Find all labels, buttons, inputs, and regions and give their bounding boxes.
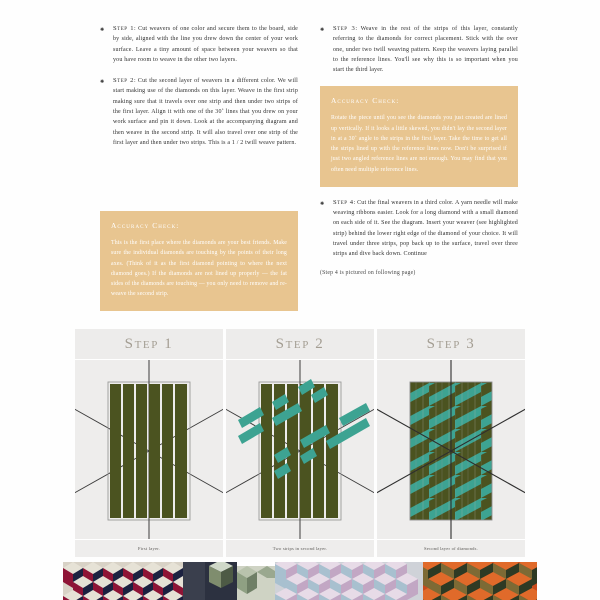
bottom-photo-strip (63, 562, 537, 600)
left-column (100, 24, 298, 322)
photo-1-svg (63, 562, 237, 600)
panel-heading-text: Step 1 (124, 335, 174, 352)
diagram-panel-step-2 (226, 329, 374, 557)
panel-caption-step-2: Two strips in second layer. (226, 539, 374, 557)
photo-3-svg (275, 562, 423, 600)
step-2-label: Step 2 (113, 77, 134, 85)
step-4-label: Step 4 (333, 198, 354, 206)
photo-divider-dark (237, 562, 275, 600)
diagram-panel-step-1 (75, 329, 223, 557)
panel-caption-step-3: Second layer of diamonds. (377, 539, 525, 557)
step-2-text: : Cut the second layer of weavers in a different color. We will start making use of the diamonds on this layer. Weave in the first strip making sure that it travels over one strip and then under two strips of the first layer. Align it with one of the 30˚ lines that you drew on your work surface and pin it down. Look at the accompanying diagram and then weave in the second strip. It will also travel over one strip of the first layer and then under two strips. This is a 1 / 2 twill weave pattern. (113, 78, 298, 146)
accuracy-check-title: Accuracy Check: (331, 96, 400, 106)
second-layer-diamonds-diagram (377, 360, 525, 539)
step-2-paragraph (100, 76, 298, 148)
photo-4-svg (423, 562, 537, 600)
step-1-paragraph (100, 24, 298, 65)
photo-quilt-pastel (275, 562, 423, 600)
accuracy-check-title: Accuracy Check: (111, 221, 180, 231)
diagram-panel-step-3 (377, 329, 525, 557)
panel-heading-text: Step 2 (275, 335, 325, 352)
diamond-bullet-icon: ✺ (320, 200, 325, 207)
accuracy-check-box-right (320, 86, 518, 186)
diamond-bullet-icon: ✺ (100, 79, 105, 86)
step-4-text: : Cut the final weavers in a third color. A yarn needle will make weaving ribbons easier. Look for a long diamond with a small diamond on each side of it. See the diagram. Insert your weaver (see highlighted strip) behind the lower right edge of the diamond of your choice. It will travel under three strips, pop back up to the surface, travel over three strips and dive back down. Continue (333, 199, 518, 258)
diagram-band (75, 329, 525, 557)
right-column (320, 24, 518, 276)
second-layer-diamonds-svg (377, 360, 525, 539)
panel-heading-text: Step 3 (426, 335, 476, 352)
photo-quilt-red-navy (63, 562, 237, 600)
accuracy-check-box-left (100, 211, 298, 311)
first-layer-diagram (75, 360, 223, 539)
panel-heading-step-3 (377, 329, 525, 360)
page-number: 71 (578, 567, 587, 574)
diamond-bullet-icon: ✺ (320, 27, 325, 34)
step-3-text: : Weave in the rest of the strips of this layer, constantly referring to the diamonds for correct placement. Stick with the over one, under two twill weaving pattern. Keep the weavers laying parallel to the reference lines. You'll see why this is so important when you start the third layer. (333, 26, 518, 74)
step-1-text: : Cut weavers of one color and secure them to the board, side by side, aligned with the line you drew down the center of your work surface. Leave a tiny amount of space between your weavers so that you have room to weave in the other two layers. (113, 26, 298, 63)
step-1-label: Step 1 (113, 25, 135, 32)
left-column-spacer (100, 159, 298, 211)
first-layer-svg (75, 360, 223, 539)
photo-2-svg (237, 562, 275, 600)
step-4-paragraph (320, 198, 518, 260)
two-strips-second-layer-diagram (226, 360, 374, 539)
accuracy-check-body: This is the first place where the diamonds are your best friends. Make sure the individual diamonds are touching by the points of their long axes. (Think of it as the first diamond pointing to where the next diamond goes.) If the diamonds are not lined up properly — the fat sides of the diamonds are touching — you only need to remove and re-weave the second strip. (111, 240, 287, 298)
panel-caption-step-1: First layer. (75, 539, 223, 557)
two-strips-svg (226, 360, 374, 539)
continuation-note: (Step 4 is pictured on following page) (320, 270, 416, 277)
photo-quilt-orange (423, 562, 537, 600)
panel-heading-step-2 (226, 329, 374, 360)
accuracy-check-body: Rotate the piece until you see the diamonds you just created are lined up vertically. If it looks a little skewed, you didn't lay the second layer in at a 30˚ angle to the strips in the first layer. Take the time to get all the strips lined up with the reference lines now. Don't be surprised if just two angled reference lines are not enough. You may find that you often need multiple reference lines. (331, 115, 507, 173)
step-3-paragraph (320, 24, 518, 75)
diamond-bullet-icon: ✺ (100, 27, 105, 34)
step-3-label: Step 3 (333, 25, 356, 32)
panel-heading-step-1 (75, 329, 223, 360)
